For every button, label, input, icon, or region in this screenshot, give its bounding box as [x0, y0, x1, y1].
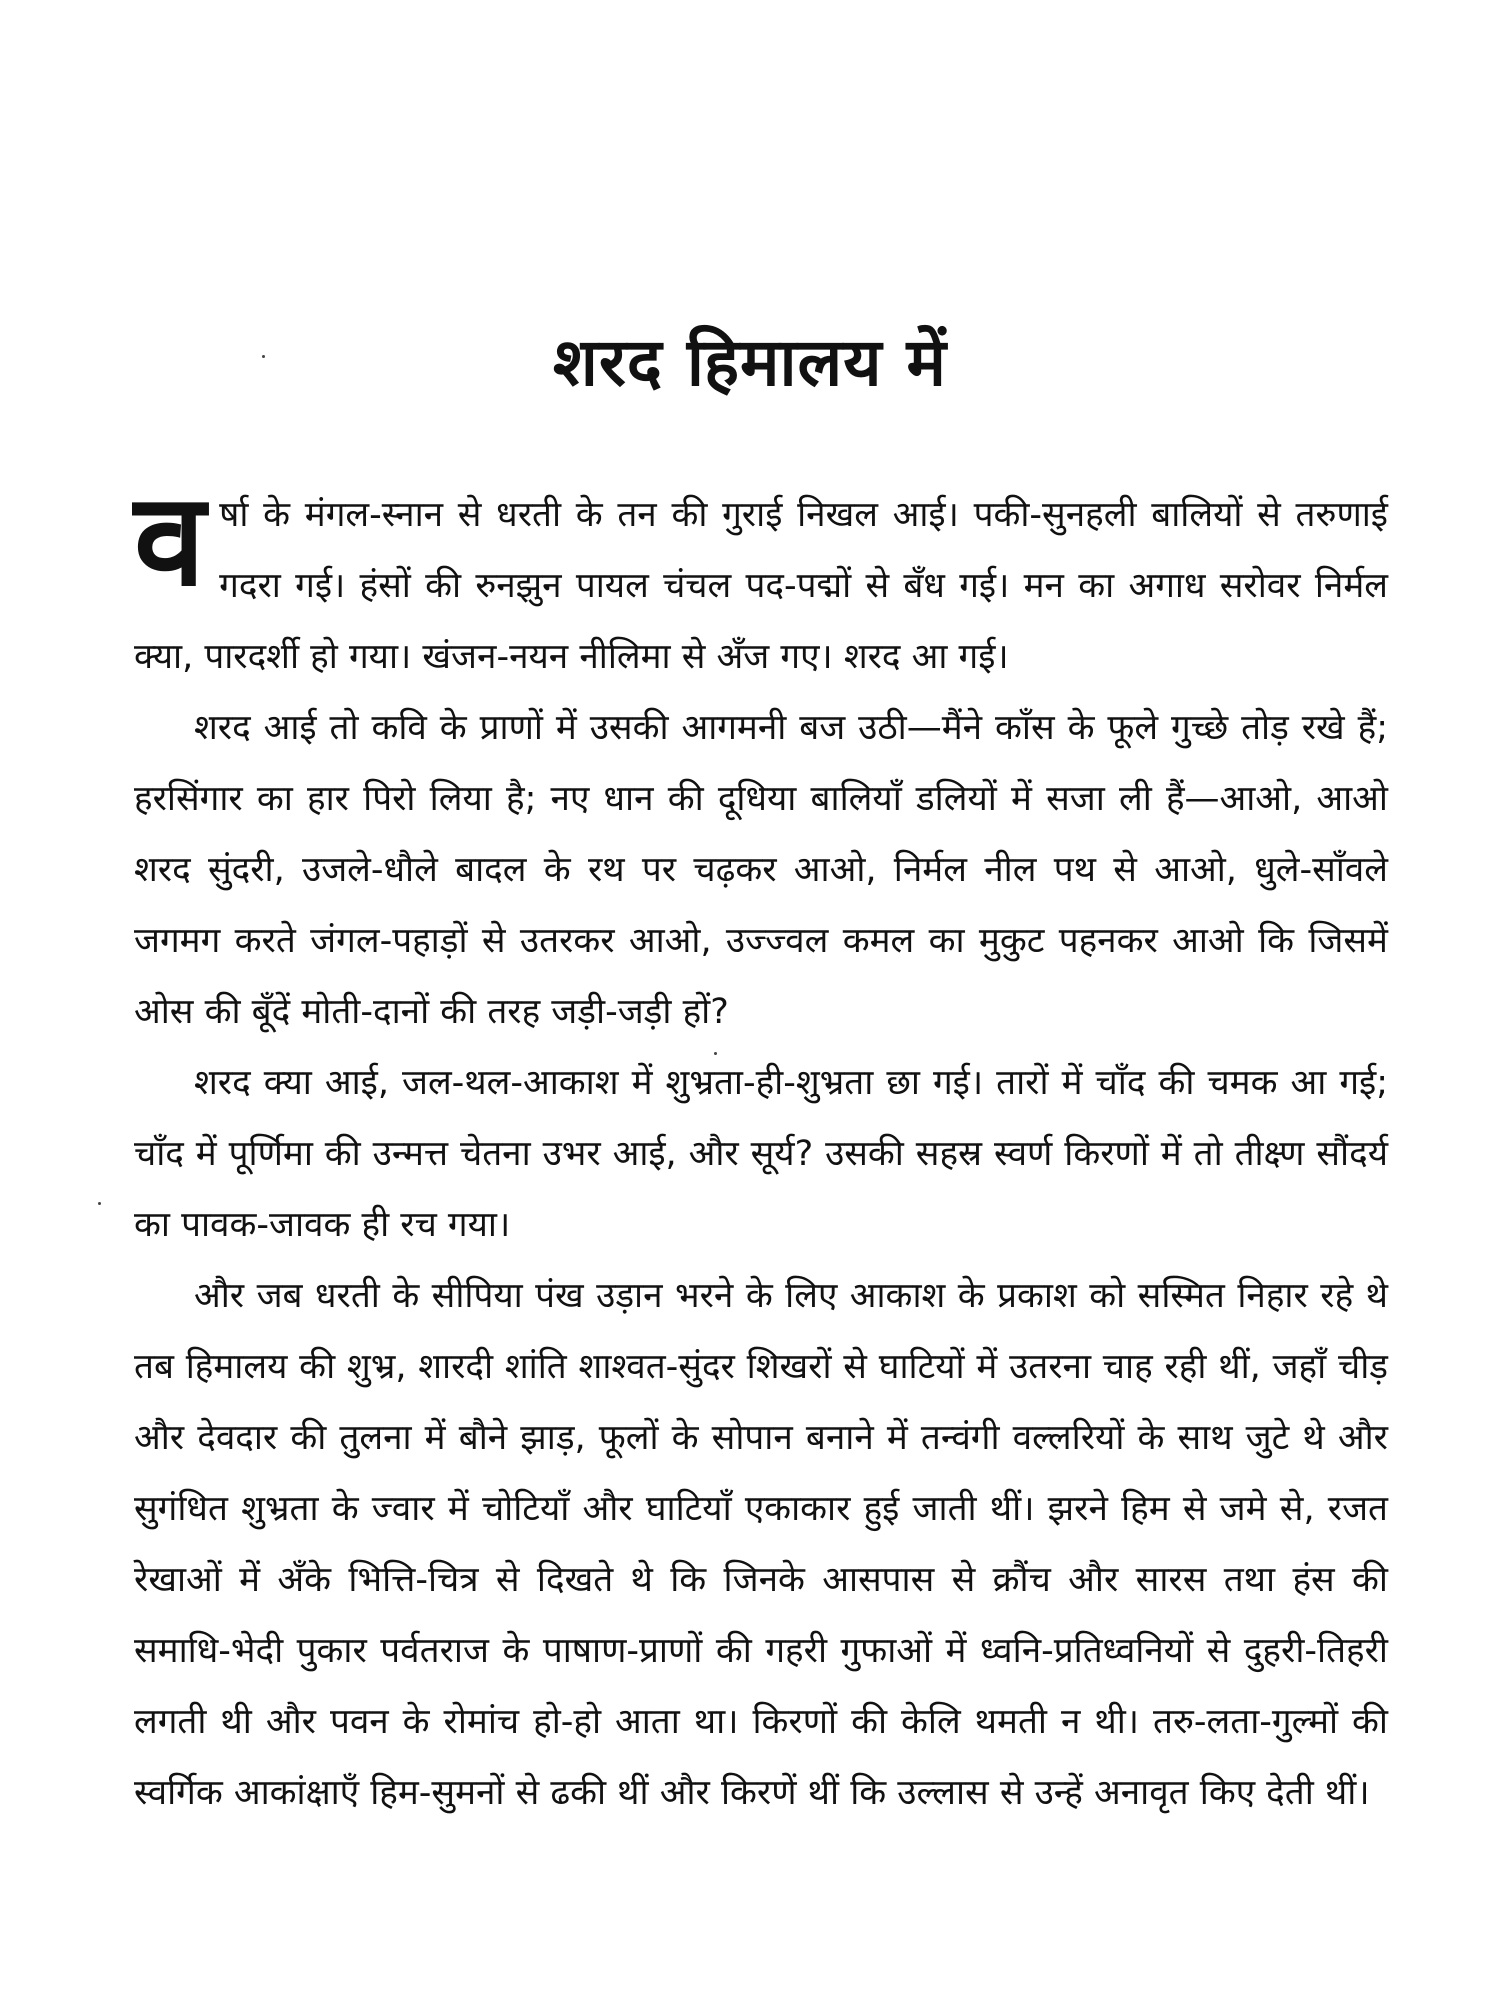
drop-cap: व	[134, 466, 206, 615]
body-text	[134, 466, 1388, 1829]
paragraph-1	[134, 466, 1388, 693]
paragraph-2: शरद आई तो कवि के प्राणों में उसकी आगमनी बज उठी—मैंने काँस के फूले गुच्छे तोड़ रखे हैं; हरसिंगार का हार पिरो लिया है; नए धान की दूधिया बालियाँ डलियों में सजा ली हैं—आओ, आओ शरद सुंदरी, उजले-धौले बादल के रथ पर चढ़कर आओ, निर्मल नील पथ से आओ, धुले-साँवले जगमग करते जंगल-पहाड़ों से उतरकर आओ, उज्ज्वल कमल का मुकुट पहनकर आओ कि जिसमें ओस की बूँदें मोती-दानों की तरह जड़ी-जड़ी हों?	[134, 708, 1388, 1032]
paragraph-4: और जब धरती के सीपिया पंख उड़ान भरने के लिए आकाश के प्रकाश को सस्मित निहार रहे थे तब हिमालय की शुभ्र, शारदी शांति शाश्वत-सुंदर शिखरों से घाटियों में उतरना चाह रही थीं, जहाँ चीड़ और देवदार की तुलना में बौने झाड़, फूलों के सोपान बनाने में तन्वंगी वल्लरियों के साथ जुटे थे और सुगंधित शुभ्रता के ज्वार में चोटियाँ और घाटियाँ एकाकार हुई जाती थीं। झरने हिम से जमे से, रजत रेखाओं में अँके भित्ति-चित्र से दिखते थे कि जिनके आसपास से क्रौंच और सारस तथा हंस की समाधि-भेदी पुकार पर्वतराज के पाषाण-प्राणों की गहरी गुफाओं में ध्वनि-प्रतिध्वनियों से दुहरी-तिहरी लगती थी और पवन के रोमांच हो-हो आता था। किरणों की केलि थमती न थी। तरु-लता-गुल्मों की स्वर्गिक आकांक्षाएँ हिम-सुमनों से ढकी थीं और किरणें थीं कि उल्लास से उन्हें अनावृत किए देती थीं।	[134, 1276, 1388, 1813]
chapter-title: शरद हिमालय में	[552, 324, 948, 401]
scan-speck	[98, 1202, 101, 1205]
paragraph-3: शरद क्या आई, जल-थल-आकाश में शुभ्रता-ही-शुभ्रता छा गई। तारों में चाँद की चमक आ गई; चाँद में पूर्णिमा की उन्मत्त चेतना उभर आई, और सूर्य? उसकी सहस्र स्वर्ण किरणों में तो तीक्ष्ण सौंदर्य का पावक-जावक ही रच गया।	[134, 1063, 1388, 1245]
paragraph-1-text: र्षा के मंगल-स्नान से धरती के तन की गुराई निखल आई। पकी-सुनहली बालियों से तरुणाई गदरा गई। हंसों की रुनझुन पायल चंचल पद-पद्मों से बँध गई। मन का अगाध सरोवर निर्मल क्या, पारदर्शी हो गया। खंजन-नयन नीलिमा से अँज गए। शरद आ गई।	[134, 495, 1388, 677]
